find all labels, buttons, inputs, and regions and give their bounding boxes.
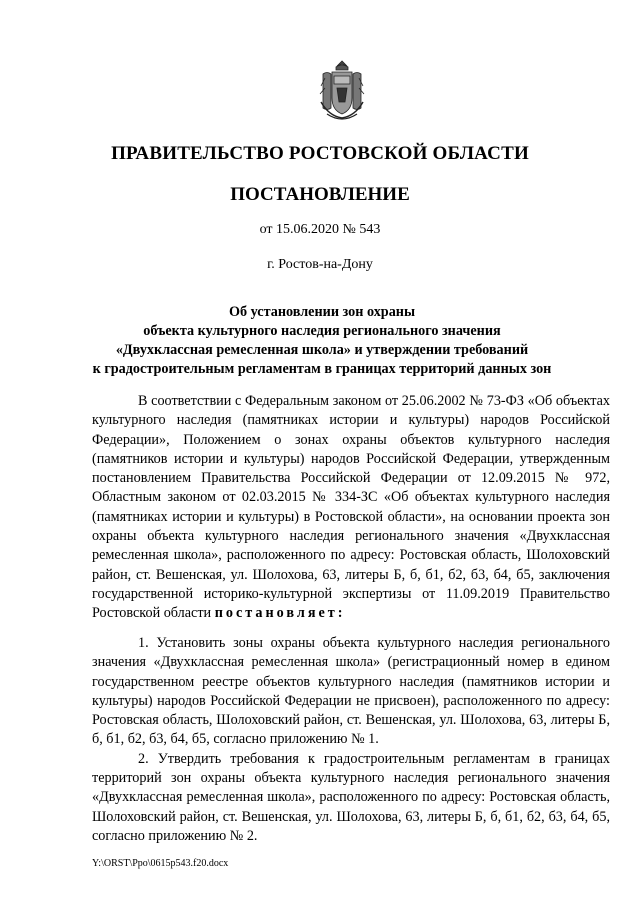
government-title: ПРАВИТЕЛЬСТВО РОСТОВСКОЙ ОБЛАСТИ [111,143,529,164]
heading-line: «Двухклассная ремесленная школа» и утверждении требований [115,342,529,358]
preamble-text: В соответствии с Федеральным законом от 25.06.2002 № 73-ФЗ «Об объектах культурного наследия (памятниках истории и культуры) народов Российской Федерации», Положением о зонах охраны объектов культурного наследия (памятников истории и культуры) народов Российской Федерации, утвержденным постановлением Правительства Российской Федерации от 12.09.2015 № 972, Областным законом от 02.03.2015 № 334-ЗС «Об объектах культурного наследия (памятниках истории и культуры) в Ростовской области», на основании проекта зон охраны объекта культурного наследия регионального значения «Двухклассная ремесленная школа», расположенного по адресу: Ростовская область, Шолоховский район, ст. Вешенская, ул. Шолохова, 63, литеры Б, б, б1, б2, б3, б4, б5, заключения государственной историко-культурной экспертизы от 11.09.2019 Правительство Ростовской области [92,393,610,622]
decree-items [92,634,610,846]
heading-line: объекта культурного наследия регионального значения [143,323,501,339]
coat-of-arms-emblem [317,58,367,124]
heading-line: Об установлении зон охраны [228,304,416,320]
preamble-paragraph [92,392,610,624]
document-heading [92,303,552,379]
date-and-number: от 15.06.2020 № 543 [259,222,381,237]
place-of-issue: г. Ростов-на-Дону [267,257,373,272]
decree-item: 2. Утвердить требования к градостроительным регламентам в границах территорий зон охраны объекта культурного наследия регионального значения «Двухклассная ремесленная школа», расположенного по адресу: Ростовская область, Шолоховский район, ст. Вешенская, ул. Шолохова, 63, литеры Б, б, б1, б2, б3, б4, б5, согласно приложению № 2. [92,750,610,844]
heading-line: к градостроительным регламентам в границах территорий данных зон [92,361,552,377]
file-path-footer: Y:\ORST\Ppo\0615p543.f20.docx [92,858,229,869]
decree-word: постановляет: [214,605,346,622]
decree-item: 1. Установить зоны охраны объекта культурного наследия регионального значения «Двухклассная ремесленная школа» (регистрационный номер в едином государственном реестре объектов культурного наследия (памятников истории и культуры) народов Российской Федерации не присвоен), расположенного по адресу: Ростовская область, Шолоховский район, ст. Вешенская, ул. Шолохова, 63, литеры Б, б, б1, б2, б3, б4, б5, согласно приложению № 1. [92,635,610,748]
document-type: ПОСТАНОВЛЕНИЕ [230,184,410,205]
